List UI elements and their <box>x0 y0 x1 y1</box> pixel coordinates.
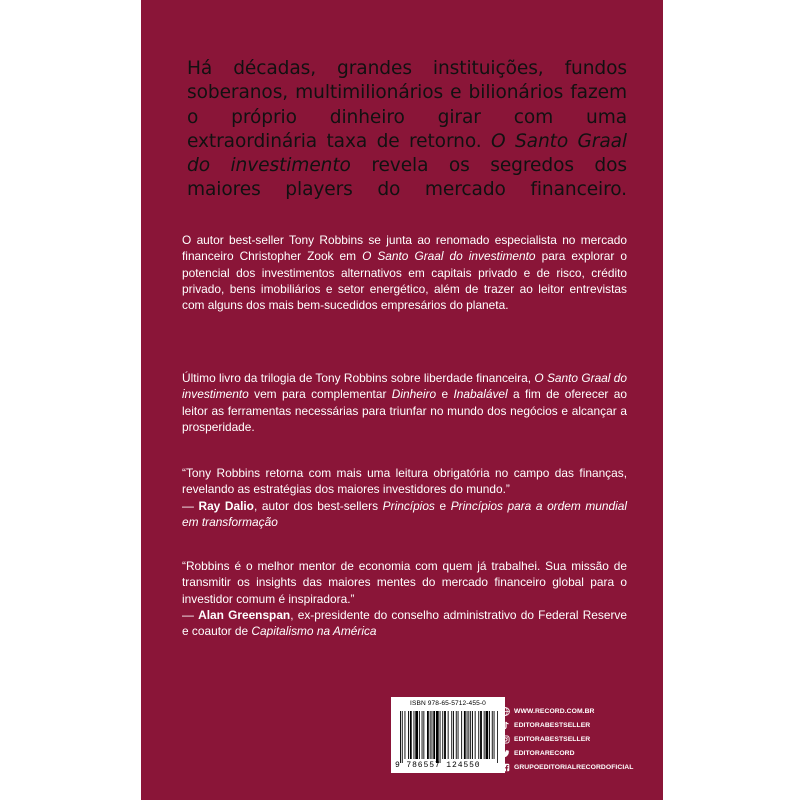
facebook-icon <box>501 763 510 772</box>
social-label: EDITORABESTSELLER <box>514 721 591 729</box>
barcode-bar <box>494 711 495 759</box>
barcode-bar <box>405 711 406 759</box>
barcode-bar <box>430 711 431 759</box>
barcode-bar <box>464 711 466 759</box>
book-dinheiro: Dinheiro <box>391 387 437 402</box>
globe-icon <box>501 707 510 716</box>
quote-credit: , ex-presidente do conselho administrativo do Federal Reserve e coautor de <box>182 607 627 639</box>
barcode-bar <box>410 711 412 759</box>
barcode-bar <box>489 711 490 759</box>
book-principios: Princípios <box>382 498 435 513</box>
barcode-bar <box>453 711 454 759</box>
quote-credit-conj: e <box>439 498 447 513</box>
social-tiktok[interactable] <box>501 718 661 732</box>
social-label: GRUPOEDITORIALRECORDOFICIAL <box>514 764 634 772</box>
barcode-bar <box>436 711 439 763</box>
quote-alan-greenspan-text: “Robbins é o melhor mentor de economia com quem já trabalhei. Sua missão de transmitir os insights das maiores mentes do mercado financeiro global para o investidor comum é inspiradora.” <box>182 559 627 606</box>
barcode-bar <box>467 711 468 759</box>
barcode-bar <box>415 711 418 759</box>
quote-dash: — <box>182 607 194 622</box>
barcode-bar <box>419 711 420 759</box>
barcode-bar <box>456 711 457 759</box>
paragraph-trilogy-text-end: a fim de oferecer ao leitor as ferramentas necessárias para triunfar no mundo dos negócios e alcançar a prosperidade. <box>182 387 627 434</box>
barcode-bar <box>423 711 424 759</box>
paragraph-trilogy <box>182 370 627 435</box>
barcode-bar <box>486 711 489 759</box>
barcode-bar <box>440 711 441 763</box>
barcode-bar <box>458 711 459 759</box>
paragraph-trilogy-text-mid: vem para complementar <box>254 387 387 402</box>
quote-credit: , autor dos best-sellers <box>253 498 379 513</box>
barcode-bar <box>472 711 473 759</box>
quote-dash: — <box>182 498 194 513</box>
paragraph-trilogy-conj: e <box>441 387 449 402</box>
headline-book-title: O Santo Graal do investimento <box>187 130 627 177</box>
isbn-label: ISBN 978-65-5712-455-0 <box>410 700 486 707</box>
quote-alan-greenspan <box>182 558 627 639</box>
social-facebook[interactable] <box>501 761 661 775</box>
barcode-bar <box>451 711 452 759</box>
barcode-bar <box>400 711 401 763</box>
barcode-digits: 9 786557 124550 <box>395 761 481 770</box>
twitter-icon <box>501 749 510 758</box>
isbn-barcode <box>391 697 505 773</box>
paragraph-intro-book-title: O Santo Graal do investimento <box>362 249 536 264</box>
barcode-bar <box>432 711 433 759</box>
barcode-bar <box>470 711 471 759</box>
social-twitter[interactable] <box>501 747 661 761</box>
barcode-bar <box>408 711 409 759</box>
headline-blurb <box>187 57 627 203</box>
back-cover <box>141 0 663 800</box>
barcode-bar <box>497 711 498 763</box>
book-principios-ordem-mundial: Princípios para a ordem mundial em transformação <box>182 498 627 529</box>
barcode-bar <box>448 711 449 759</box>
social-label: EDITORABESTSELLER <box>514 735 591 743</box>
headline-text-after: revela os segredos dos maiores players do mercado financeiro. <box>187 155 627 201</box>
social-label: EDITORARECORD <box>514 750 575 758</box>
barcode-bar <box>433 711 435 759</box>
quote-author-alan-greenspan: Alan Greenspan <box>198 607 291 622</box>
quote-author-ray-dalio: Ray Dalio <box>198 498 254 513</box>
barcode-bar <box>475 711 476 759</box>
barcode-bar <box>442 711 443 759</box>
barcode-bar <box>492 711 493 759</box>
social-links <box>501 704 661 775</box>
barcode-bar <box>478 711 479 759</box>
instagram-icon <box>501 735 510 744</box>
quote-ray-dalio <box>182 465 627 530</box>
headline-text-before: Há décadas, grandes instituições, fundos soberanos, multimilionários e bilionários fazem o próprio dinheiro girar com uma extraordinária taxa de retorno. <box>187 58 627 152</box>
barcode-bars <box>400 711 498 763</box>
barcode-bar <box>480 711 482 759</box>
book-inabalavel: Inabalável <box>453 387 508 402</box>
barcode-bar <box>468 711 469 759</box>
barcode-bar <box>414 711 415 759</box>
social-instagram[interactable] <box>501 732 661 746</box>
barcode-bar <box>422 711 423 759</box>
barcode-bar <box>402 711 403 763</box>
social-label: WWW.RECORD.COM.BR <box>514 707 595 715</box>
quote-ray-dalio-text: “Tony Robbins retorna com mais uma leitura obrigatória no campo das finanças, revelando as estratégias dos maiores investidores do mundo.” <box>182 466 627 497</box>
barcode-bar <box>484 711 485 759</box>
barcode-bar <box>427 711 429 759</box>
paragraph-intro <box>182 232 627 313</box>
barcode-bar <box>444 711 446 759</box>
social-website[interactable] <box>501 704 661 718</box>
paragraph-intro-text-end: para explorar o potencial dos investimentos alternativos em capitais privado e de risco, crédito privado, bens imobiliários e setor energético, além de trazer ao leitor entrevistas com alguns dos mais bem-sucedidos empresários do planeta. <box>182 249 627 313</box>
barcode-bar <box>461 711 462 759</box>
paragraph-trilogy-book-title: O Santo Graal do investimento <box>182 371 627 402</box>
book-capitalismo-na-america: Capitalismo na América <box>251 624 377 639</box>
tiktok-icon <box>501 721 510 730</box>
paragraph-trilogy-text: Último livro da trilogia de Tony Robbins sobre liberdade financeira, <box>182 371 532 385</box>
paragraph-intro-text: O autor best-seller Tony Robbins se junta ao renomado especialista no mercado financeiro Christopher Zook em <box>182 233 627 264</box>
